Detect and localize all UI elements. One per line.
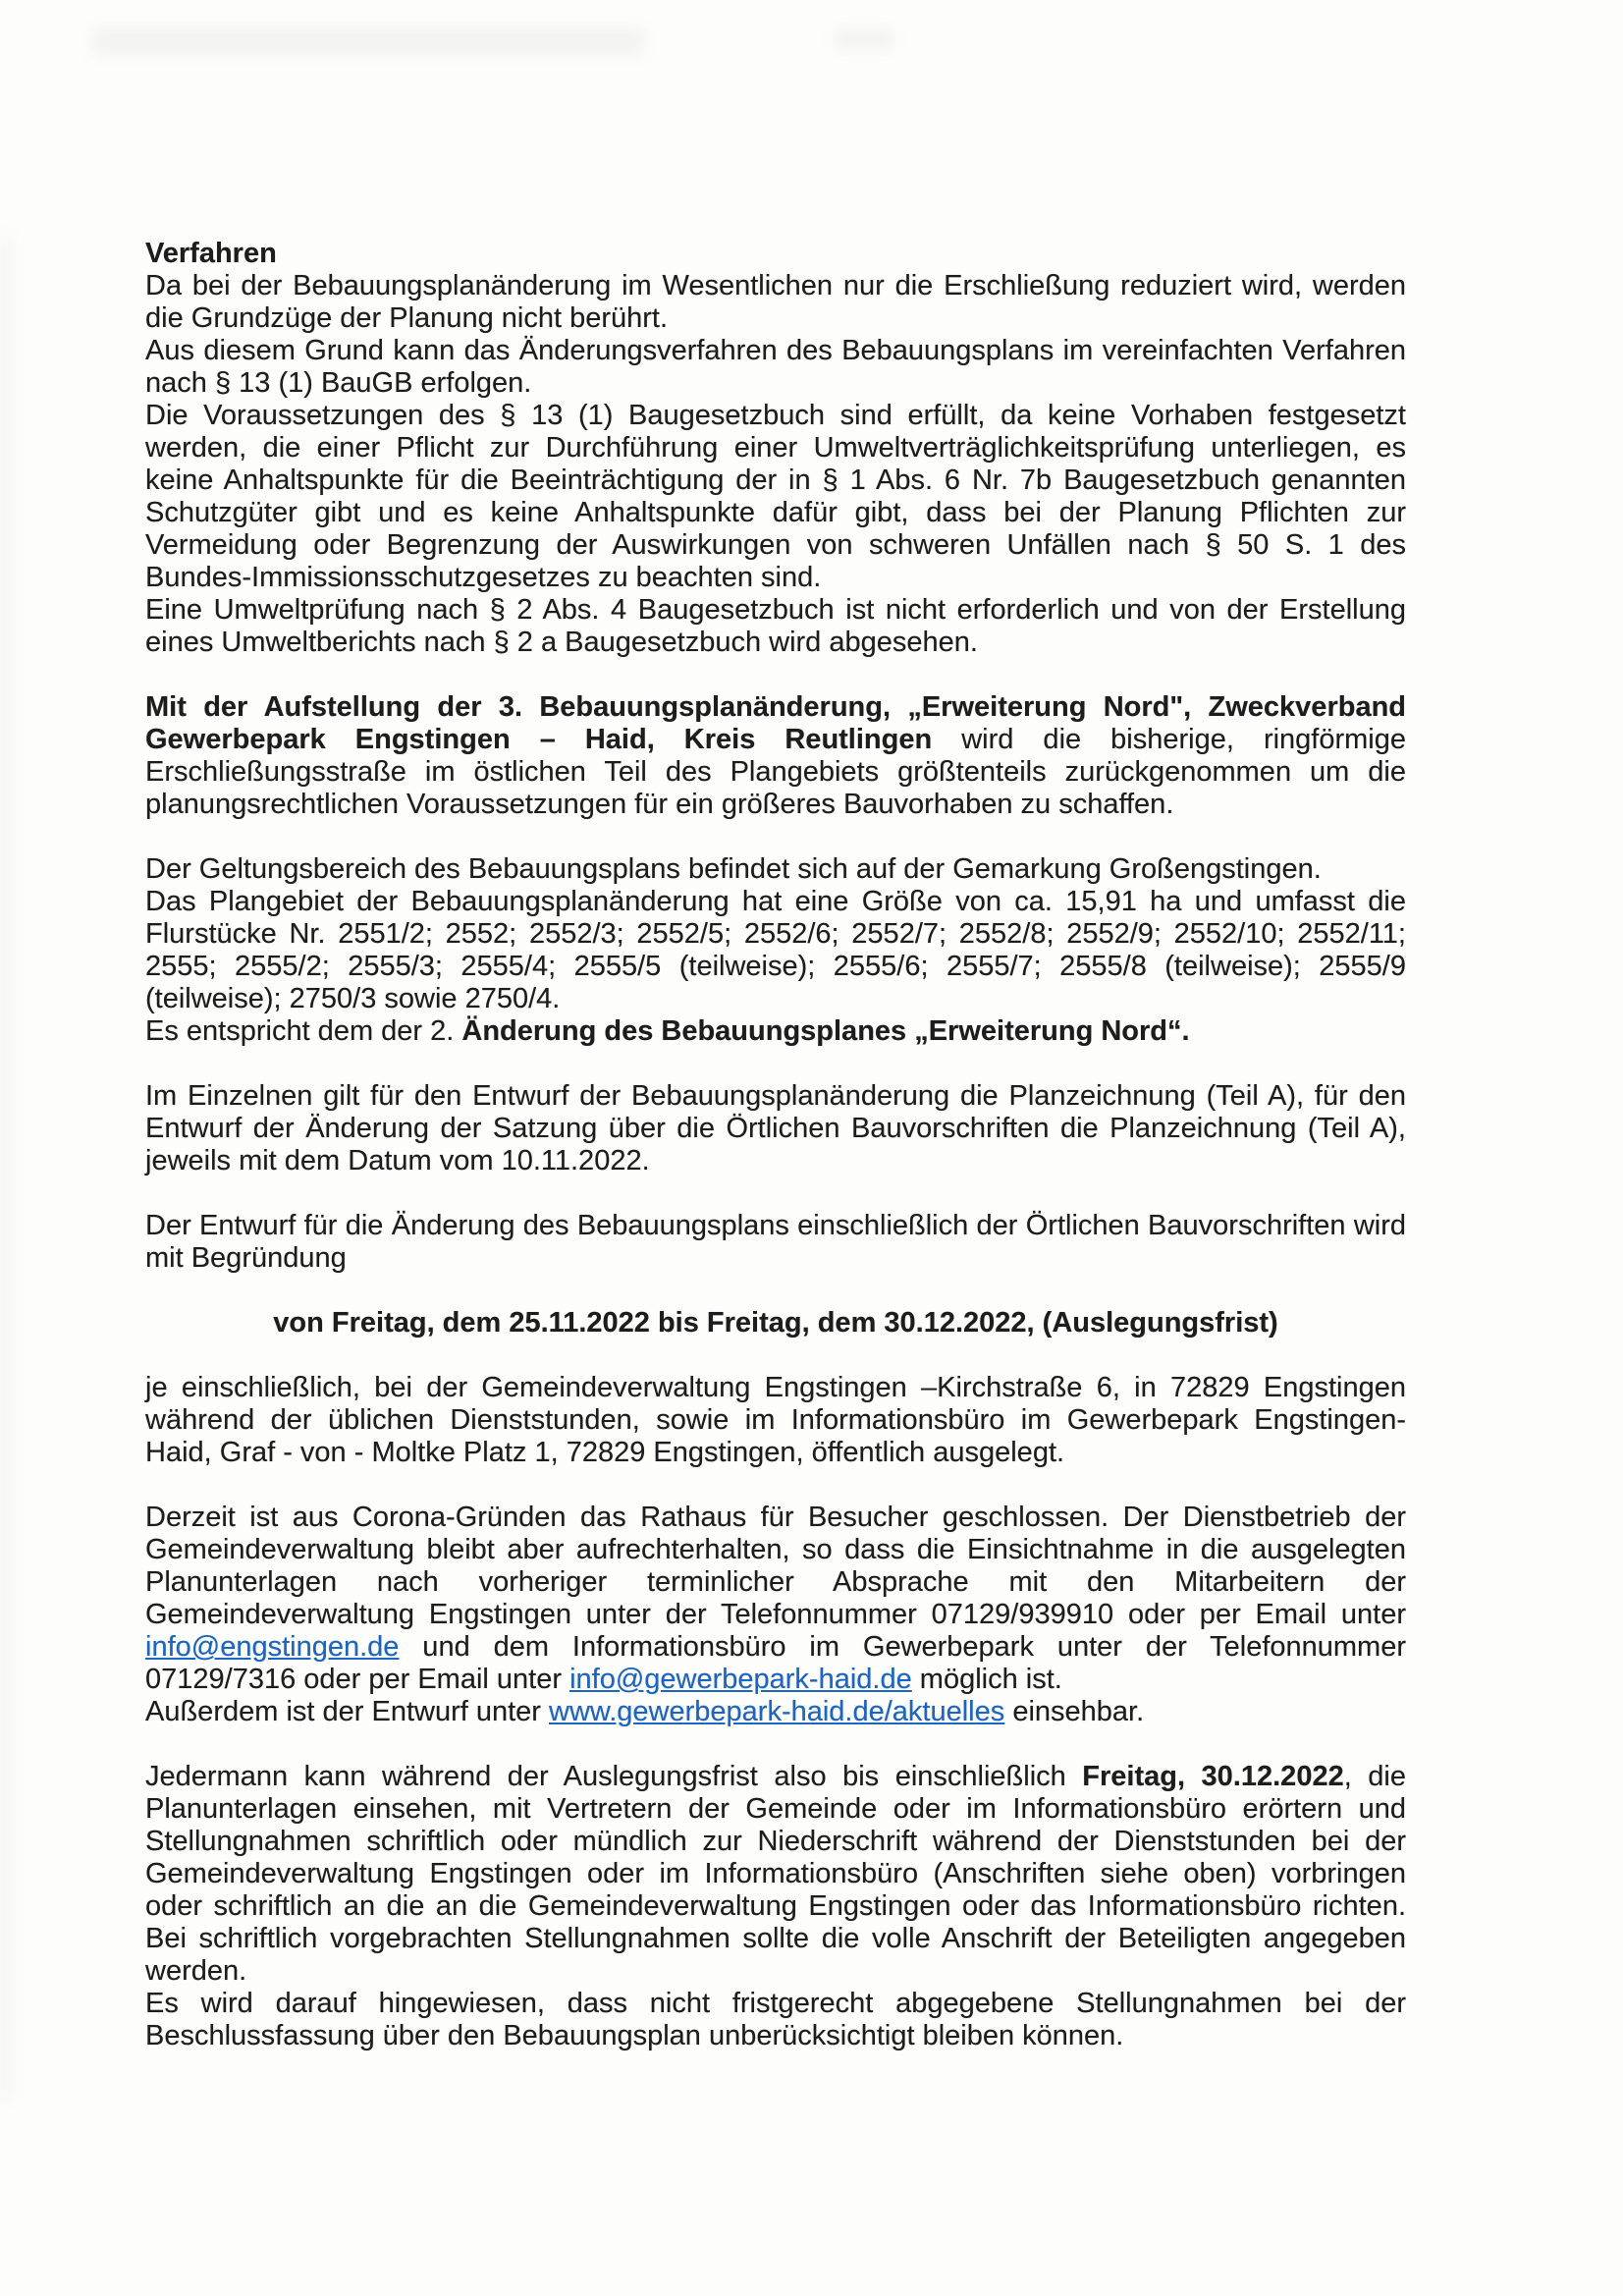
text-run: Aus diesem Grund kann das Änderungsverfahren des Bebauungsplans im vereinfachten Verfahren nach § 13 (1) BauGB erfolgen. [145, 335, 1406, 399]
para-auslegungsfrist [145, 1307, 1406, 1339]
para-voraussetzungen [145, 400, 1406, 594]
text-run: Außerdem ist der Entwurf unter [145, 1696, 549, 1727]
text-run: Änderung des Bebauungsplanes „Erweiterung Nord“. [461, 1015, 1190, 1047]
para-auslegung-orte [145, 1372, 1406, 1469]
text-run: einsehbar. [1004, 1696, 1145, 1727]
para-entspricht [145, 1015, 1406, 1048]
text-run: Es entspricht dem der 2. [145, 1015, 462, 1047]
text-run: Im Einzelnen gilt für den Entwurf der Bebauungsplanänderung die Planzeichnung (Teil A), für den Entwurf der Änderung der Satzung über die Örtlichen Bauvorschriften die Planzeichnung (Teil A), jeweils mit dem Datum vom 10.11.2022. [145, 1080, 1406, 1176]
email-link-gewerbepark[interactable]: info@gewerbepark-haid.de [569, 1664, 912, 1695]
text-run: Es wird darauf hingewiesen, dass nicht fristgerecht abgegebene Stellungnahmen bei der Beschlussfassung über den Bebauungsplan unberücksichtigt bleiben können. [145, 1988, 1406, 2051]
text-run: Derzeit ist aus Corona-Gründen das Rathaus für Besucher geschlossen. Der Dienstbetrieb der Gemeindeverwaltung bleibt aber aufrechterhalten, so dass die Einsichtnahme in die ausgelegten Planunterlagen nach vorheriger terminlicher Absprache mit den Mitarbeitern der Gemeindeverwaltung Engstingen unter der Telefonnummer 07129/939910 oder per Email unter [145, 1502, 1406, 1630]
scan-artifact-top-right [835, 29, 893, 49]
text-run: von Freitag, dem 25.11.2022 bis Freitag, dem 30.12.2022, (Auslegungsfrist) [273, 1307, 1278, 1339]
para-grundzuege [145, 270, 1406, 335]
text-run: Da bei der Bebauungsplanänderung im Wesentlichen nur die Erschließung reduziert wird, werden die Grundzüge der Planung nicht berührt. [145, 270, 1406, 334]
document-body [145, 238, 1406, 2052]
text-run: , die Planunterlagen einsehen, mit Vertretern der Gemeinde oder im Informationsbüro erörtern und Stellungnahmen schriftlich oder mündlich zur Niederschrift während der Dienststunden bei der Gemeindeverwaltung Engstingen oder im Informationsbüro (Anschriften siehe oben) vorbringen oder schriftlich an die an die Gemeindeverwaltung Engstingen oder das Informationsbüro richten. Bei schriftlich vorgebrachten Stellungnahmen sollte die volle Anschrift der Beteiligten angegeben werden. [145, 1761, 1406, 1987]
url-link-aktuelles[interactable]: www.gewerbepark-haid.de/aktuelles [549, 1696, 1005, 1727]
text-run: je einschließlich, bei der Gemeindeverwaltung Engstingen –Kirchstraße 6, in 72829 Engstingen während der üblichen Dienststunden, sowie im Informationsbüro im Gewerbepark Engstingen- Haid, Graf - von - Moltke Platz 1, 72829 Engstingen, öffentlich ausgelegt. [145, 1372, 1406, 1468]
text-run: Mit der Aufstellung der 3. Bebauungsplanänderung, „Erweiterung Nord", Zweckverband Gewerbepark Engstingen – Haid, Kreis Reutlingen [145, 691, 1406, 755]
scan-artifact-top [93, 27, 643, 55]
para-entwurf [145, 1210, 1406, 1275]
para-geltungsbereich [145, 853, 1406, 886]
para-jedermann [145, 1761, 1406, 1988]
para-vereinfachtes-verfahren [145, 335, 1406, 400]
scan-artifact-left-edge [0, 236, 12, 2102]
para-aufstellung [145, 691, 1406, 821]
para-im-einzelnen [145, 1080, 1406, 1177]
text-run: Eine Umweltprüfung nach § 2 Abs. 4 Baugesetzbuch ist nicht erforderlich und von der Erstellung eines Umweltberichts nach § 2 a Baugesetzbuch wird abgesehen. [145, 594, 1406, 658]
section-heading [145, 238, 1406, 270]
para-flurstuecke [145, 886, 1406, 1015]
text-run: möglich ist. [911, 1664, 1062, 1695]
text-run: Der Entwurf für die Änderung des Bebauungsplans einschließlich der Örtlichen Bauvorschriften wird mit Begründung [145, 1210, 1406, 1274]
para-corona [145, 1502, 1406, 1696]
text-run: Freitag, 30.12.2022 [1082, 1761, 1344, 1792]
text-run: Das Plangebiet der Bebauungsplanänderung hat eine Größe von ca. 15,91 ha und umfasst die Flurstücke Nr. 2551/2; 2552; 2552/3; 2552/5; 2552/6; 2552/7; 2552/8; 2552/9; 2552/10; 2552/11; 2555; 2555/2; 2555/3; 2555/4; 2555/5 (teilweise); 2555/6; 2555/7; 2555/8 (teilweise); 2555/9 (teilweise); 2750/3 sowie 2750/4. [145, 886, 1406, 1014]
text-run: Verfahren [145, 238, 277, 269]
text-run: Jedermann kann während der Auslegungsfrist also bis einschließlich [145, 1761, 1083, 1792]
text-run: Die Voraussetzungen des § 13 (1) Baugesetzbuch sind erfüllt, da keine Vorhaben festgesetzt werden, die einer Pflicht zur Durchführung einer Umweltverträglichkeitsprüfung unterliegen, es keine Anhaltspunkte für die Beeinträchtigung der in § 1 Abs. 6 Nr. 7b Baugesetzbuch genannten Schutzgüter gibt und es keine Anhaltspunkte dafür gibt, dass bei der Planung Pflichten zur Vermeidung oder Begrenzung der Auswirkungen von schweren Unfällen nach § 50 S. 1 des Bundes-Immissionsschutzgesetzes zu beachten sind. [145, 400, 1406, 593]
text-run: wird die bisherige, ringförmige Erschließungsstraße im östlichen Teil des Plangebiets größtenteils zurückgenommen um die planungsrechtlichen Voraussetzungen für ein größeres Bauvorhaben zu schaffen. [145, 724, 1406, 820]
para-hinweis [145, 1988, 1406, 2052]
text-run: Der Geltungsbereich des Bebauungsplans befindet sich auf der Gemarkung Großengstingen. [145, 853, 1322, 885]
para-entwurf-online [145, 1696, 1406, 1728]
text-run: und dem Informationsbüro im Gewerbepark unter der Telefonnummer 07129/7316 oder per Email unter [145, 1631, 1406, 1695]
para-umweltpruefung [145, 594, 1406, 659]
email-link-engstingen[interactable]: info@engstingen.de [145, 1631, 400, 1663]
